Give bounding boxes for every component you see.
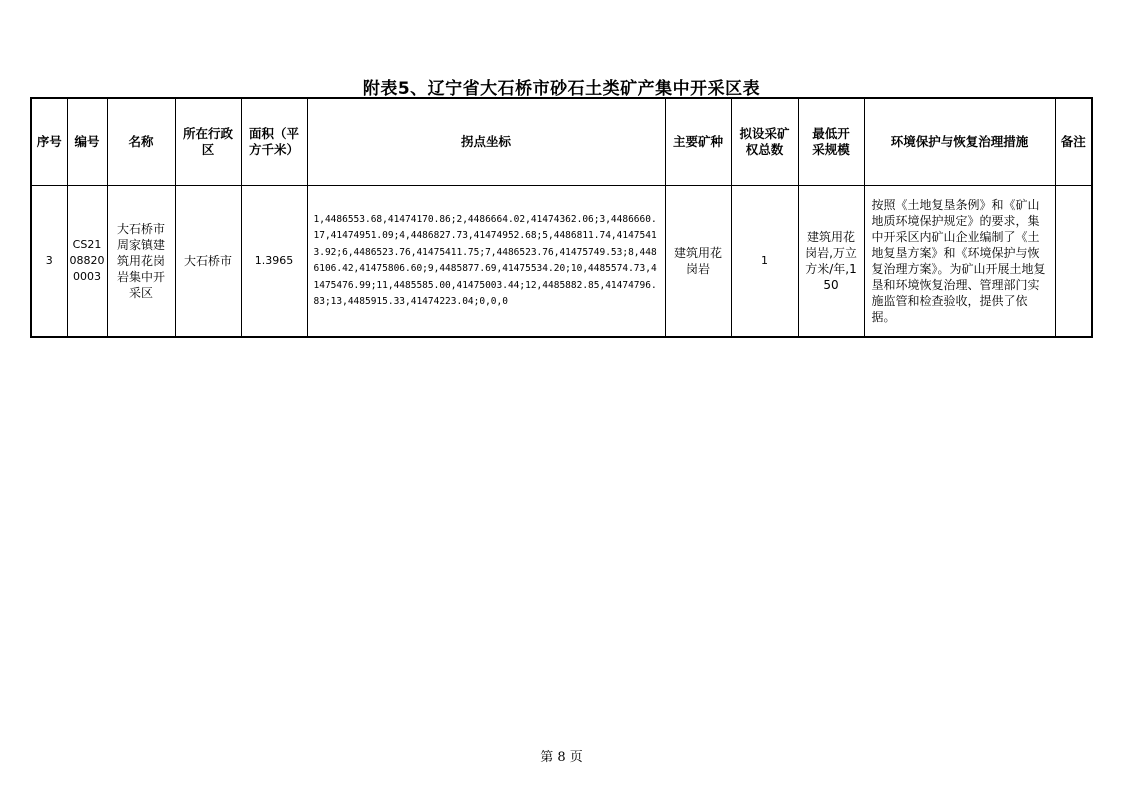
cell-note — [1055, 186, 1092, 338]
cell-district: 大石桥市 — [175, 186, 241, 338]
header-measures: 环境保护与恢复治理措施 — [864, 98, 1055, 186]
header-seq: 序号 — [31, 98, 67, 186]
header-coordinates: 拐点坐标 — [307, 98, 665, 186]
header-scale: 最低开采规模 — [798, 98, 864, 186]
page-number: 第 8 页 — [540, 750, 583, 765]
cell-coordinates: 1,4486553.68,41474170.86;2,4486664.02,41474362.06;3,4486660.17,41474951.09;4,4486827.73,41474952.68;5,4486811.74,41475413.92;6,4486523.76,41475411.75;7,4486523.76,41475749.53;8,4486106.42,41475806.60;9,4485877.69,41475534.20;10,4485574.73,41475476.99;11,4485585.00,41475003.44;12,4485882.85,41474796.83;13,4485915.33,41474223.04;0,0,0 — [307, 186, 665, 338]
cell-scale: 建筑用花岗岩,万立方米/年,150 — [798, 186, 864, 338]
table-header-row — [31, 98, 1092, 186]
header-district: 所在行政区 — [175, 98, 241, 186]
header-name: 名称 — [107, 98, 175, 186]
header-area: 面积（平方千米） — [241, 98, 307, 186]
header-mineral: 主要矿种 — [665, 98, 731, 186]
cell-measures: 按照《土地复垦条例》和《矿山地质环境保护规定》的要求，集中开采区内矿山企业编制了《土地复垦方案》和《环境保护与恢复治理方案》。为矿山开展土地复垦和环境恢复治理、管理部门实施监管和检查验收，提供了依据。 — [864, 186, 1055, 338]
cell-mineral: 建筑用花岗岩 — [665, 186, 731, 338]
mining-area-table — [30, 97, 1093, 338]
table-row — [31, 186, 1092, 338]
header-total: 拟设采矿权总数 — [731, 98, 798, 186]
header-code: 编号 — [67, 98, 107, 186]
cell-area: 1.3965 — [241, 186, 307, 338]
header-note: 备注 — [1055, 98, 1092, 186]
cell-seq: 3 — [31, 186, 67, 338]
cell-total: 1 — [731, 186, 798, 338]
cell-name: 大石桥市周家镇建筑用花岗岩集中开采区 — [107, 186, 175, 338]
cell-code: CS21088200003 — [67, 186, 107, 338]
page-title: 附表5、辽宁省大石桥市砂石土类矿产集中开采区表 — [362, 79, 761, 99]
